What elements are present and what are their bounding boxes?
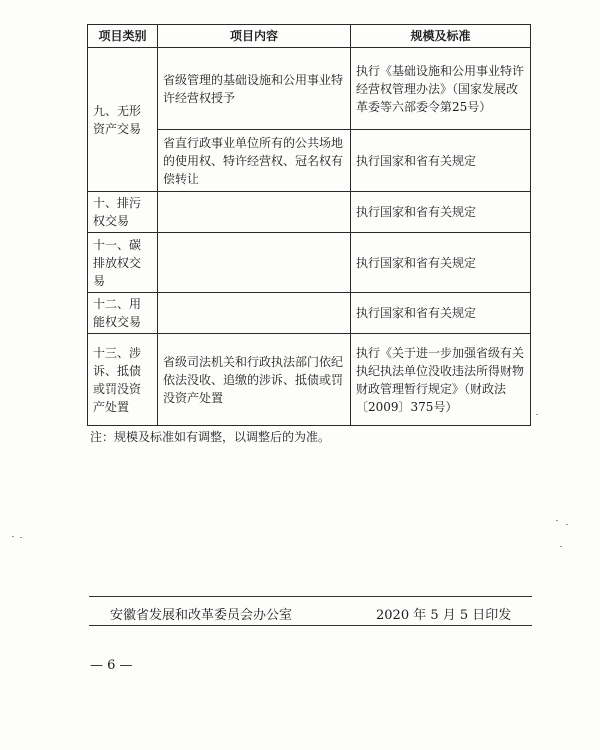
issue-date: 2020 年 5 月 5 日印发 (376, 608, 512, 623)
row-category: 十一、碳排放权交易 (88, 233, 158, 293)
row-category: 十、排污权交易 (88, 192, 158, 233)
scan-speck (20, 537, 22, 538)
row-content (158, 192, 351, 233)
header-content: 项目内容 (158, 25, 351, 48)
scan-speck (560, 546, 562, 547)
row-category: 十三、涉诉、抵债或罚没资产处置 (88, 334, 158, 426)
footer-bottom-rule (89, 625, 532, 626)
header-category: 项目类别 (88, 25, 158, 48)
row-standard: 执行国家和省有关规定 (351, 293, 531, 334)
scan-speck (12, 536, 14, 537)
row-category: 九、无形资产交易 (88, 48, 158, 192)
row-content: 省直行政事业单位所有的公共场地的使用权、特许经营权、冠名权有偿转让 (158, 130, 351, 192)
table-header-row (88, 25, 531, 48)
row-standard: 执行《基础设施和公用事业特许经营权管理办法》（国家发展改革委等六部委令第25号） (351, 48, 531, 130)
table-row (88, 334, 531, 426)
row-category: 十二、用能权交易 (88, 293, 158, 334)
row-standard: 执行国家和省有关规定 (351, 233, 531, 293)
footer-top-rule (89, 596, 532, 597)
table-row (88, 293, 531, 334)
table-row (88, 48, 531, 130)
page-number: — 6 — (90, 658, 133, 673)
project-table (87, 24, 531, 426)
row-standard: 执行国家和省有关规定 (351, 130, 531, 192)
row-standard: 执行《关于进一步加强省级有关执纪执法单位没收违法所得财物财政管理暂行规定》（财政法〔2009〕375号） (351, 334, 531, 426)
row-content (158, 233, 351, 293)
table-note: 注：规模及标准如有调整，以调整后的为准。 (90, 430, 331, 444)
row-standard: 执行国家和省有关规定 (351, 192, 531, 233)
row-content: 省级管理的基础设施和公用事业特许经营权授予 (158, 48, 351, 130)
scan-speck (566, 524, 568, 525)
row-content (158, 293, 351, 334)
scan-speck (556, 520, 558, 521)
scan-speck (536, 414, 538, 415)
table-row (88, 192, 531, 233)
table-row (88, 233, 531, 293)
issuer-name: 安徽省发展和改革委员会办公室 (110, 608, 293, 623)
row-content: 省级司法机关和行政执法部门依纪依法没收、追缴的涉诉、抵债或罚没资产处置 (158, 334, 351, 426)
header-standard: 规模及标准 (351, 25, 531, 48)
